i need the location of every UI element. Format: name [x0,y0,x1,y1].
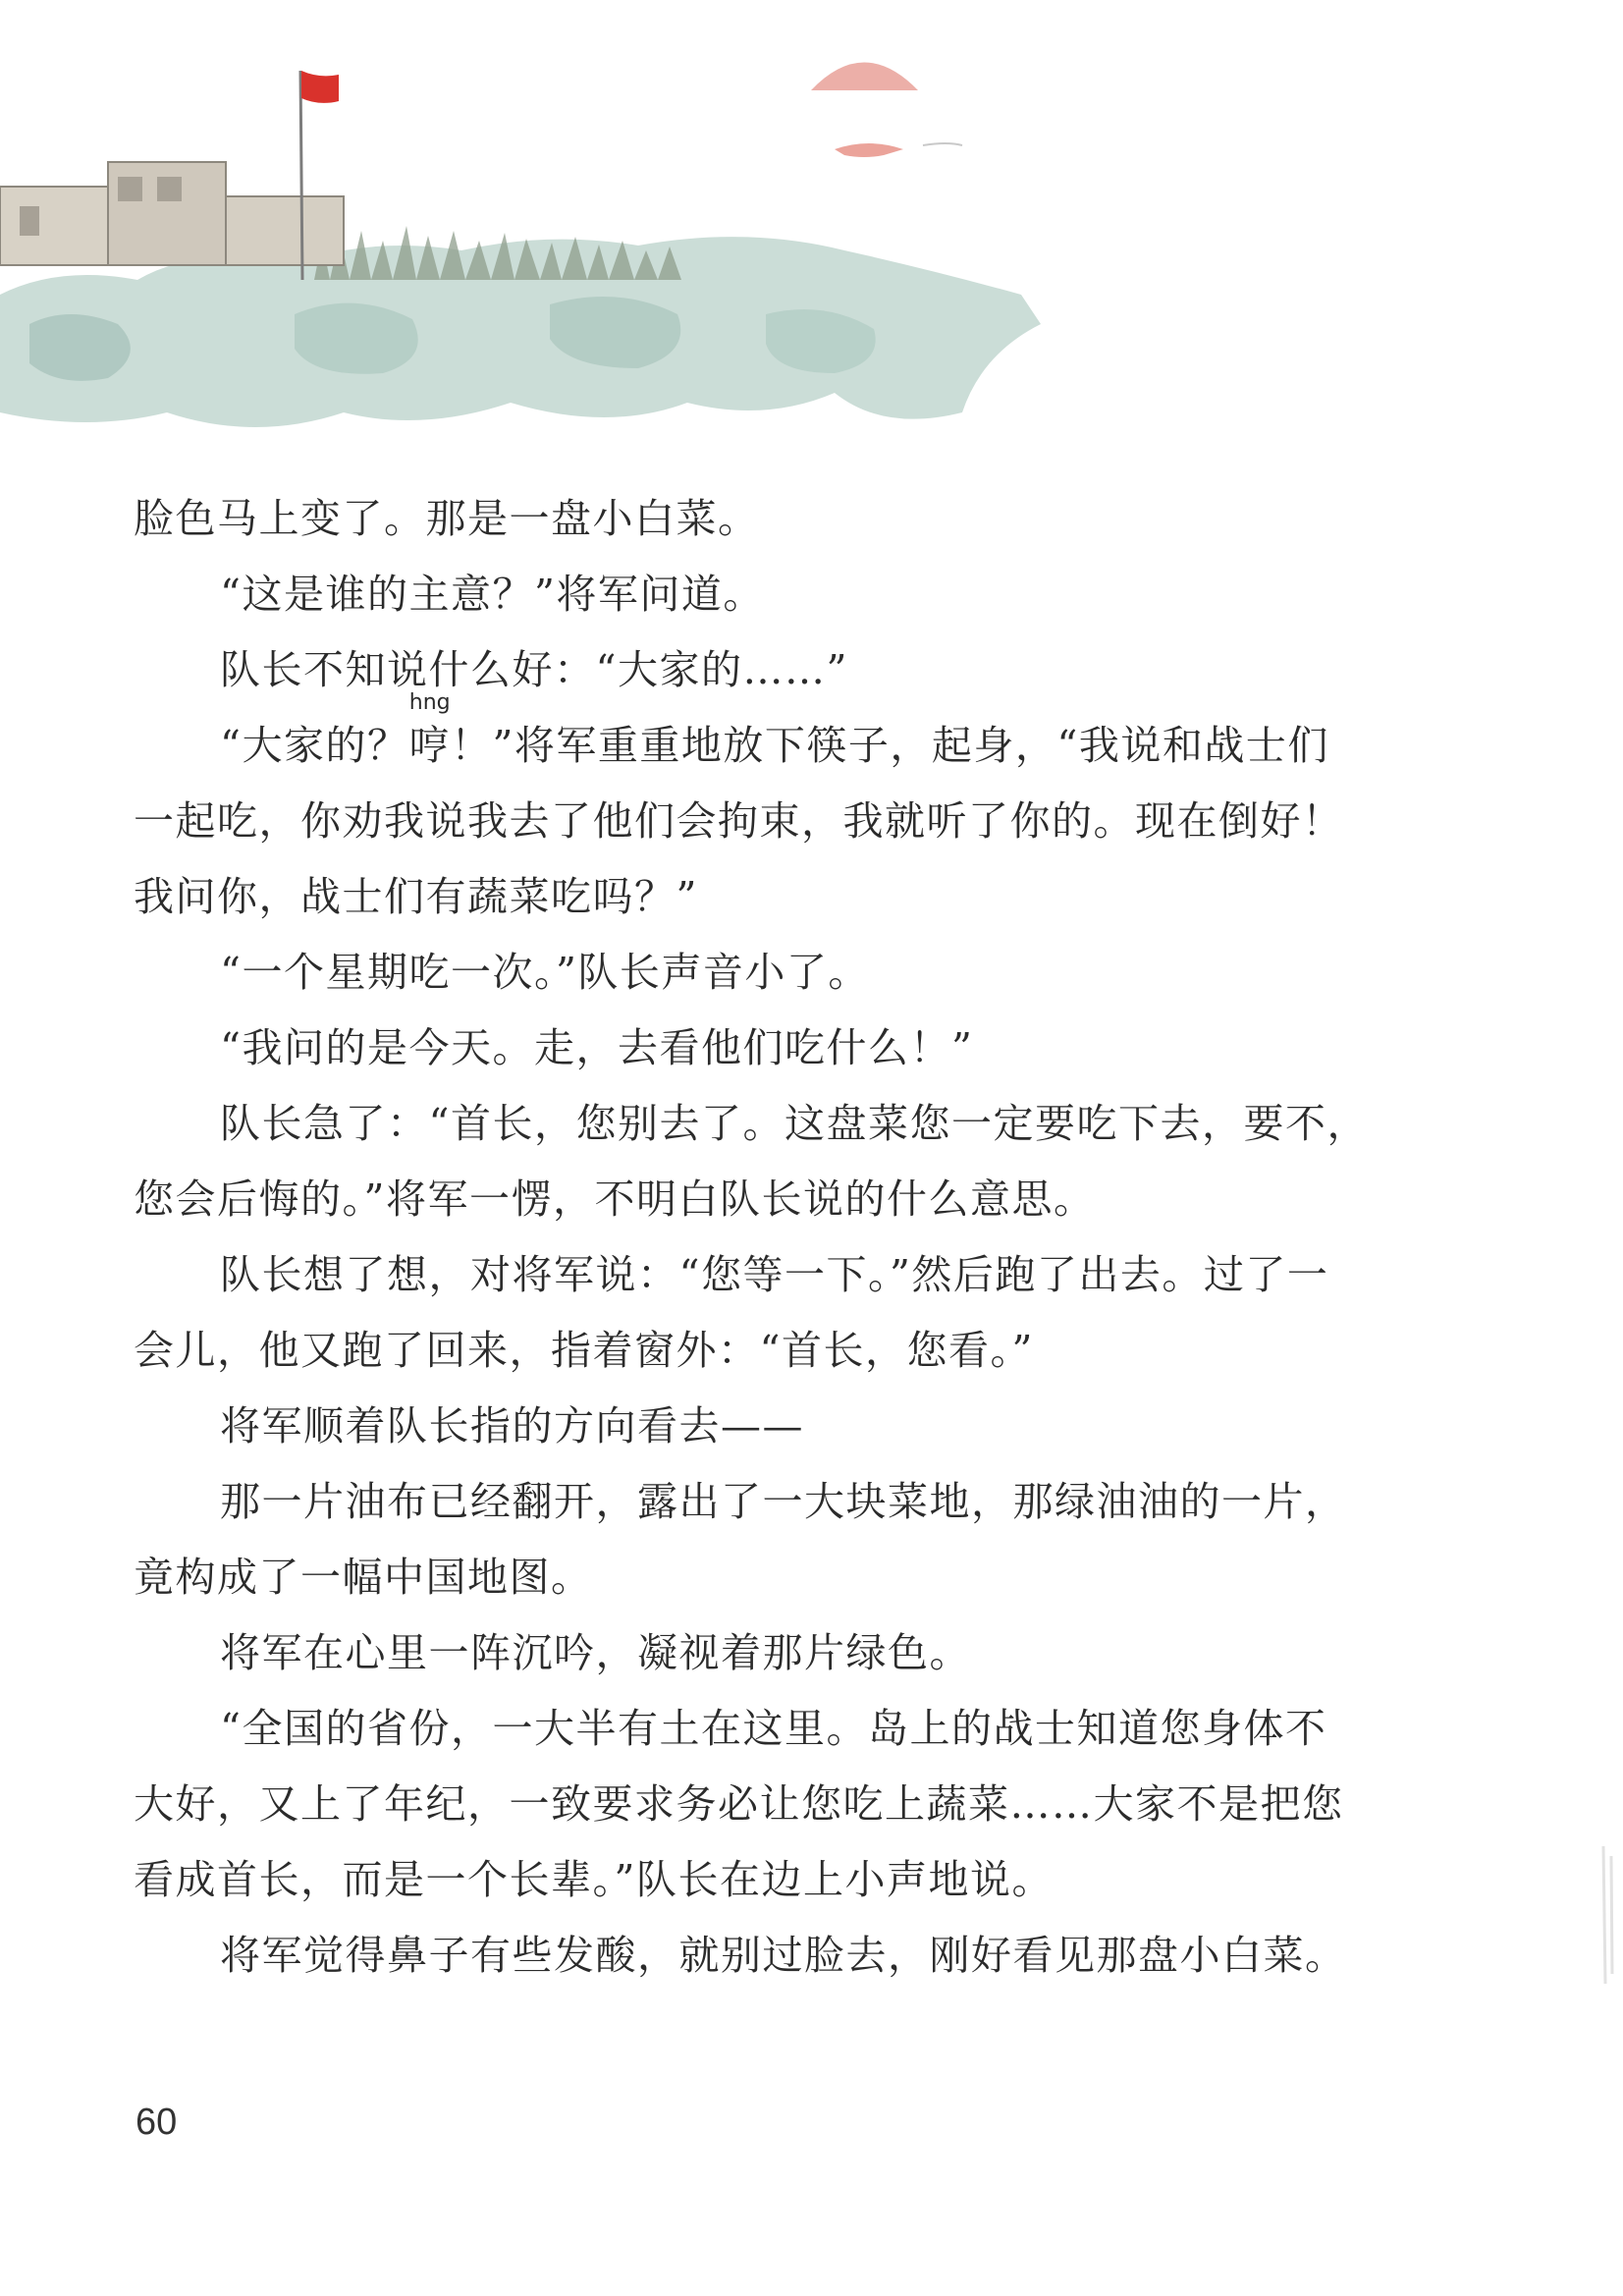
text-line: 大好，又上了年纪，一致要求务必让您吃上蔬菜……大家不是把您 [134,1780,1344,1828]
story-text [134,481,1390,1994]
flagpole [300,71,302,280]
pinyin-annotation: hng [408,690,451,715]
text-line: “全国的省份，一大半有土在这里。岛上的战士知道您身体不 [220,1705,1327,1752]
annotated-character [408,690,451,784]
text-line: “这是谁的主意？”将军问道。 [220,571,765,618]
annotated-base: 哼 [408,722,451,769]
text-line: 队长想了想，对将军说：“您等一下。”然后跑了出去。过了一 [220,1251,1329,1298]
text-line: 将军在心里一阵沉吟，凝视着那片绿色。 [220,1629,971,1676]
text-line: 看成首长，而是一个长辈。”队长在边上小声地说。 [134,1856,1054,1903]
text-line: 那一片油布已经翻开，露出了一大块菜地，那绿油油的一片， [220,1478,1347,1525]
text-line: 您会后悔的。”将军一愣，不明白队长说的什么意思。 [134,1175,1096,1223]
island-outpost-illustration [0,0,1623,462]
text-line: 队长急了：“首长，您别去了。这盘菜您一定要吃下去，要不， [220,1100,1369,1147]
text-segment: “大家的？ [220,722,409,769]
text-line-with-pinyin [134,690,1390,784]
text-line: 一起吃，你劝我说我去了他们会拘束，我就听了你的。现在倒好！ [134,797,1344,845]
text-line: 队长不知说什么好：“大家的……” [220,646,848,693]
text-segment: ！”将军重重地放下筷子，起身，“我说和战士们 [450,722,1329,769]
text-line: 我问你，战士们有蔬菜吃吗？” [134,873,698,920]
text-line: 将军顺着队长指的方向看去—— [220,1402,804,1449]
sun-icon [811,63,918,91]
page-edge-mark [1594,1846,1623,1984]
text-line: 将军觉得鼻子有些发酸，就别过脸去，刚好看见那盘小白菜。 [220,1932,1347,1979]
text-line: 脸色马上变了。那是一盘小白菜。 [134,495,760,542]
flag-icon [301,71,339,103]
text-line: “一个星期吃一次。”队长声音小了。 [220,949,870,996]
text-line: “我问的是今天。走，去看他们吃什么！” [220,1024,974,1071]
outpost-building [0,162,344,265]
sun-reflection-icon [835,143,903,157]
page-number: 60 [135,2102,178,2143]
text-line: 竟构成了一幅中国地图。 [134,1554,593,1601]
text-line: 会儿，他又跑了回来，指着窗外：“首长，您看。” [134,1327,1034,1374]
